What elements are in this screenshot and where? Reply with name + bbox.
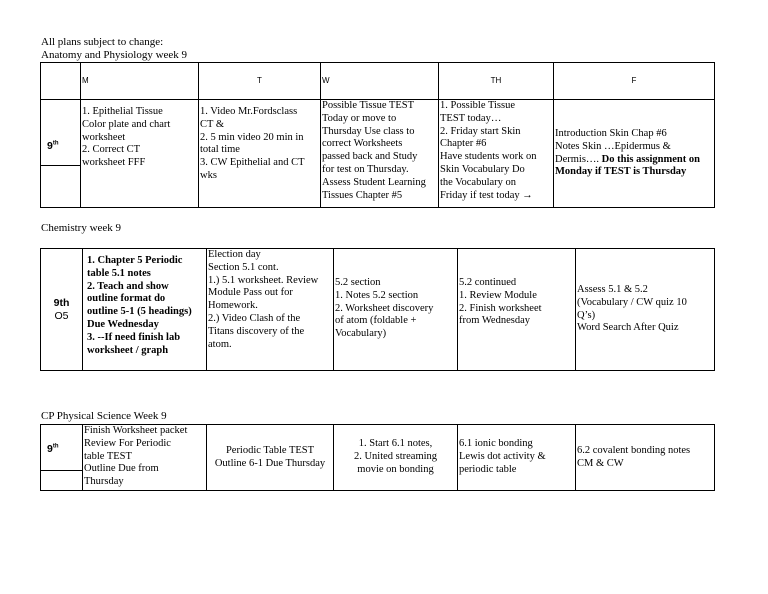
anatomy-monday-cell xyxy=(81,100,199,208)
anatomy-friday-cell xyxy=(554,100,715,208)
physical-grade-cell xyxy=(41,425,83,491)
line: passed back and Study xyxy=(322,151,418,163)
line: Q’s) xyxy=(577,309,596,321)
physical-science-plan-table xyxy=(40,424,715,491)
grade-label: 9th xyxy=(53,296,70,309)
line: Friday if test today → xyxy=(440,189,533,201)
line: Notes Skin …Epidermus & xyxy=(555,140,671,152)
line: 5.2 section xyxy=(335,277,381,288)
line: 2. Correct CT xyxy=(82,144,141,156)
line: 2. 5 min video 20 min in xyxy=(200,131,304,143)
line: 2. Friday start Skin xyxy=(440,125,521,137)
grade-divider xyxy=(41,470,82,471)
anatomy-section-title: Anatomy and Physiology week 9 xyxy=(41,49,188,61)
line: 2. Finish worksheet xyxy=(459,302,542,314)
line: table TEST xyxy=(84,450,132,462)
line: total time xyxy=(200,144,240,156)
anatomy-corner-cell xyxy=(41,63,81,100)
line: Possible Tissue TEST xyxy=(322,100,415,111)
line: 2. Worksheet discovery xyxy=(335,302,434,314)
physical-science-plan-row xyxy=(41,425,715,491)
physical-wednesday-cell xyxy=(334,425,458,491)
line: Color plate and chart xyxy=(82,118,171,130)
line: Introduction Skin Chap #6 xyxy=(555,127,667,139)
chemistry-wednesday-cell xyxy=(334,249,458,371)
line: worksheet / graph xyxy=(87,344,169,356)
line: Have students work on xyxy=(440,151,537,163)
line: (Vocabulary / CW quiz 10 xyxy=(577,296,687,308)
line: Chapter #6 xyxy=(440,138,487,150)
line: Lewis dot activity & xyxy=(459,451,546,463)
line: Thursday Use class to xyxy=(322,125,415,137)
line: the Vocabulary on xyxy=(440,176,517,188)
line: Review For Periodic xyxy=(84,437,171,449)
line: 1.) 5.1 worksheet. Review xyxy=(208,274,319,286)
line: outline 5-1 (5 headings) xyxy=(87,306,192,318)
line: Outline 6-1 Due Thursday xyxy=(214,457,326,469)
line: Thursday xyxy=(84,476,124,488)
line: worksheet FFF xyxy=(82,157,146,169)
physical-tuesday-cell xyxy=(207,425,334,491)
grade-label: 9th xyxy=(47,443,59,455)
line: 1. Video Mr.Fordsclass xyxy=(200,106,298,117)
line: Module Pass out for xyxy=(208,287,293,299)
physical-thursday-cell xyxy=(458,425,576,491)
line: 5.2 continued xyxy=(459,277,517,288)
line: Skin Vocabulary Do xyxy=(440,163,525,175)
chemistry-monday-cell xyxy=(83,249,207,371)
grade-divider xyxy=(41,165,80,166)
line: Today or move to xyxy=(322,112,397,124)
line: 1. Notes 5.2 section xyxy=(335,289,419,301)
line: 3. --If need finish lab xyxy=(87,331,181,343)
line: 1. Start 6.1 notes, xyxy=(358,438,433,450)
chemistry-tuesday-cell xyxy=(207,249,334,371)
line: Election day xyxy=(208,249,261,260)
anatomy-day-t: T xyxy=(199,63,321,100)
line: CT & xyxy=(200,118,225,130)
friday-bold-note: Do this assignment on Monday if TEST is Thursday xyxy=(555,153,700,178)
period-label: O5 xyxy=(54,309,69,322)
line: atom. xyxy=(208,338,232,350)
physical-science-section-title: CP Physical Science Week 9 xyxy=(41,410,167,422)
line: Assess 5.1 & 5.2 xyxy=(577,283,648,295)
physical-friday-cell xyxy=(576,425,715,491)
line: from Wednesday xyxy=(459,315,530,327)
chemistry-plan-table xyxy=(40,248,715,371)
line: CM & CW xyxy=(577,457,624,469)
line: 1. Chapter 5 Periodic xyxy=(87,255,183,266)
line: Periodic Table TEST xyxy=(225,444,315,456)
line: 1. Epithelial Tissue xyxy=(82,106,163,117)
line: Finish Worksheet packet xyxy=(84,425,188,436)
line: 6.1 ionic bonding xyxy=(459,438,533,450)
anatomy-grade-cell xyxy=(41,100,81,208)
chemistry-grade-cell xyxy=(41,249,83,371)
anatomy-day-th: TH xyxy=(439,63,554,100)
anatomy-wednesday-cell xyxy=(321,100,439,208)
line: for test on Thursday. xyxy=(322,163,409,175)
line: of atom (foldable + xyxy=(335,315,417,327)
line: Due Wednesday xyxy=(87,318,159,330)
chemistry-thursday-cell xyxy=(458,249,576,371)
anatomy-plan-row xyxy=(41,100,715,208)
friday-note: Dermis…. Do this assignment on Monday if TEST is Thursday xyxy=(555,153,700,178)
line: Section 5.1 cont. xyxy=(208,261,279,273)
line: 3. CW Epithelial and CT xyxy=(200,157,305,169)
chemistry-friday-cell xyxy=(576,249,715,371)
anatomy-day-header-row xyxy=(41,63,715,100)
anatomy-day-w: W xyxy=(321,63,439,100)
line: table 5.1 notes xyxy=(87,267,151,279)
line: 2.) Video Clash of the xyxy=(208,312,301,324)
line: wks xyxy=(200,169,217,181)
line: Tissues Chapter #5 xyxy=(322,189,403,201)
anatomy-plan-table xyxy=(40,62,715,208)
line: TEST today… xyxy=(440,112,502,124)
anatomy-day-f: F xyxy=(554,63,715,100)
line: 2. United streaming xyxy=(353,451,438,463)
line: movie on bonding xyxy=(357,463,434,475)
line: 6.2 covalent bonding notes xyxy=(577,444,691,456)
line: 1. Possible Tissue xyxy=(440,100,515,111)
line: Outline Due from xyxy=(84,463,159,475)
anatomy-thursday-cell xyxy=(439,100,554,208)
anatomy-day-m: M xyxy=(81,63,199,100)
line: Word Search After Quiz xyxy=(577,322,679,334)
line: Assess Student Learning xyxy=(322,176,426,188)
line: periodic table xyxy=(459,463,517,475)
line: correct Worksheets xyxy=(322,138,403,150)
grade-label: 9th xyxy=(47,140,59,152)
physical-monday-cell xyxy=(83,425,207,491)
line: 2. Teach and show xyxy=(87,280,169,292)
line: 1. Review Module xyxy=(459,289,537,301)
line: outline format do xyxy=(87,293,166,305)
subject-to-change-note: All plans subject to change: xyxy=(41,36,164,48)
anatomy-tuesday-cell xyxy=(199,100,321,208)
chemistry-plan-row xyxy=(41,249,715,371)
line: worksheet xyxy=(82,131,126,143)
chemistry-section-title: Chemistry week 9 xyxy=(41,222,122,234)
line: Titans discovery of the xyxy=(208,325,305,337)
line: Vocabulary) xyxy=(335,328,387,340)
line: Homework. xyxy=(208,300,258,312)
